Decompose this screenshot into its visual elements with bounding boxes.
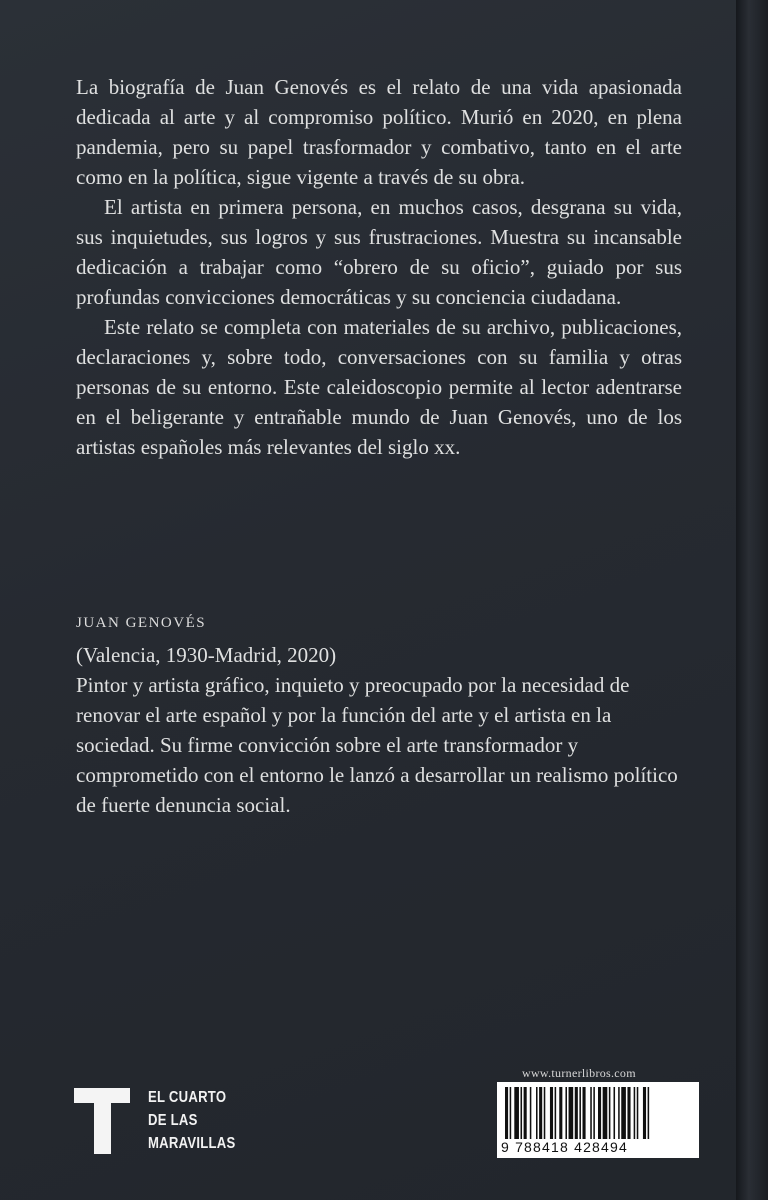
author-name: JUAN GENOVÉS [76, 615, 207, 631]
publisher-url: www.turnerlibros.com [522, 1066, 636, 1080]
barcode-bar [634, 1087, 636, 1139]
synopsis-paragraph-1: La biografía de Juan Genovés es el relato de una vida apasionada dedicada al arte y al compromiso político. Murió en 2020, en plena pandemia, pero su papel trasformador y combativo, tanto en el arte como en la política, sigue vigente a través de su obra. [76, 75, 682, 189]
author-description: Pintor y artista gráfico, inquieto y preocupado por la necesidad de renovar el arte español y por la función del arte y el artista en la sociedad. Su firme convicción sobre el arte transformador y comprometido con el entorno le lanzó a desarrollar un realismo político de fuerte denuncia social. [76, 673, 678, 817]
author-dates: (Valencia, 1930-Madrid, 2020) [76, 643, 337, 667]
barcode-bar [579, 1087, 581, 1139]
barcode-bar [555, 1087, 557, 1139]
barcode-label [497, 1082, 699, 1158]
book-edge [736, 0, 768, 1200]
barcode-bar [593, 1087, 595, 1139]
barcode-bar [637, 1087, 639, 1139]
barcode-bar [621, 1087, 626, 1139]
publisher-name-line-2: DE LAS [148, 1112, 198, 1129]
barcode-bars [505, 1087, 691, 1139]
barcode-bar [569, 1087, 574, 1139]
barcode-bar [643, 1087, 646, 1139]
synopsis-paragraph-3: Este relato se completa con materiales de su archivo, publicaciones, declaraciones y, sobre todo, conversaciones con su familia y otras personas de su entorno. Este caleidoscopio permite al lector adentrarse en el beligerante y entrañable mundo de Juan Genovés, uno de los artistas españoles más relevantes del siglo xx. [76, 315, 682, 459]
publisher-name [148, 1086, 235, 1155]
isbn-number: 9 788418 428494 [501, 1139, 628, 1155]
synopsis-paragraph-2: El artista en primera persona, en muchos casos, desgrana su vida, sus inquietudes, sus logros y sus frustraciones. Muestra su incansable dedicación a trabajar como “obrero de su oficio”, guiado por sus profundas convicciones democráticas y su conciencia ciudadana. [76, 195, 682, 309]
barcode-bar [524, 1087, 527, 1139]
publisher-name-line-3: MARAVILLAS [148, 1135, 236, 1152]
barcode-bar [505, 1087, 508, 1139]
barcode-bar [590, 1087, 592, 1139]
barcode-bar [510, 1087, 512, 1139]
barcode-bar [598, 1087, 601, 1139]
publisher-name-line-1: EL CUARTO [148, 1089, 227, 1106]
barcode-bar [530, 1087, 532, 1139]
barcode-bar [575, 1087, 578, 1139]
barcode-bar [614, 1087, 616, 1139]
barcode-bar [521, 1087, 523, 1139]
barcode-bar [618, 1087, 620, 1139]
barcode-bar [550, 1087, 553, 1139]
synopsis [76, 72, 682, 462]
author-bio [76, 612, 682, 820]
barcode-bar [648, 1087, 650, 1139]
t-logo-icon [74, 1088, 130, 1154]
barcode-bar [539, 1087, 542, 1139]
barcode-bar [544, 1087, 546, 1139]
barcode-bar [514, 1087, 519, 1139]
barcode-bar [627, 1087, 630, 1139]
barcode-bar [559, 1087, 562, 1139]
barcode-bar [603, 1087, 608, 1139]
barcode-bar [565, 1087, 567, 1139]
barcode-bar [583, 1087, 586, 1139]
publisher-logo [74, 1088, 294, 1156]
barcode-bar [609, 1087, 611, 1139]
barcode-bar [536, 1087, 538, 1139]
